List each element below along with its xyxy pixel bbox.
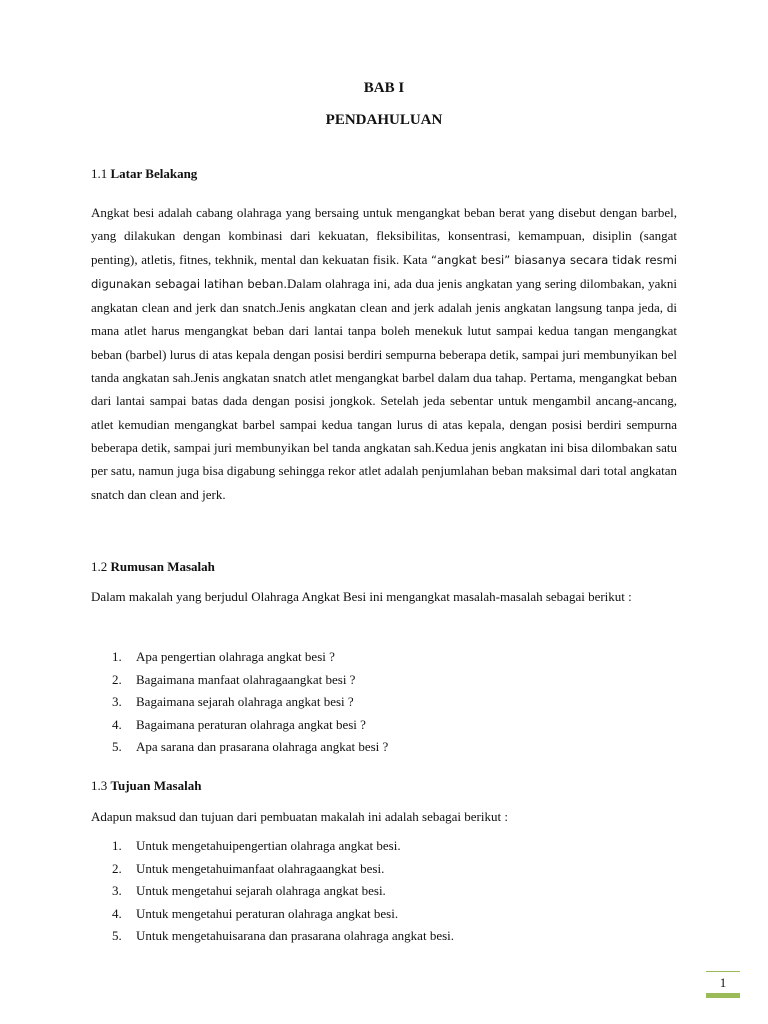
section-number: 1.2 xyxy=(91,559,108,574)
paragraph-part-c: Dalam olahraga ini, ada dua jenis angkatan yang sering dilombakan, yakni angkatan clean and jerk dan snatch.Jenis angkatan clean and jerk adalah jenis angkatan langsung tanpa jeda, di mana atlet harus mengangkat beban dari lantai tanpa boleh menekuk lutut sampai kedua tangan mengangkat beban (barbel) lurus di atas kepala dengan posisi berdiri sempurna beberapa detik, sampai juri membunyikan bel tanda angkatan sah.Jenis angkatan snatch atlet mengangkat barbel dalam dua tahap. Pertama, mengangkat beban dari lantai sampai batas dada dengan posisi jongkok. Setelah jeda sebentar untuk mengambil ancang-ancang, atlet kemudian mengangkat barbel sampai kedua tangan lurus di atas kepala, dengan posisi berdiri sempurna beberapa detik, sampai juri membunyikan bel tanda angkatan sah.Kedua jenis angkatan ini bisa dilombakan satu per satu, namun juga bisa digabung sehingga rekor atlet adalah penjumlahan beban maksimal dari total angkatan snatch dan clean and jerk. xyxy=(91,275,677,502)
list-item: 5. Untuk mengetahuisarana dan prasarana olahraga angkat besi. xyxy=(112,928,455,944)
section-heading-latar-belakang xyxy=(91,166,197,182)
page-number-bar xyxy=(706,993,740,998)
section-number: 1.3 xyxy=(91,778,108,793)
page-title: PENDAHULUAN xyxy=(325,112,443,128)
rumusan-list xyxy=(112,646,388,759)
paragraph-part-a: Angkat besi adalah cabang olahraga yang bersaing untuk mengangkat beban berat yang disebut dengan barbel, yang dilakukan dengan kombinasi dari kekuatan, fleksibilitas, konsentrasi, kemampuan, disiplin (sangat penting), atletis, fitnes, tekhnik, mental dan kekuatan fisik. Kata xyxy=(91,205,677,267)
tujuan-intro: Adapun maksud dan tujuan dari pembuatan makalah ini adalah sebagai berikut : xyxy=(91,809,508,824)
list-item: 4. Untuk mengetahui peraturan olahraga angkat besi. xyxy=(112,905,399,921)
section-title: Tujuan Masalah xyxy=(110,778,202,793)
list-item: 5. Apa sarana dan prasarana olahraga angkat besi ? xyxy=(112,739,389,755)
list-item: 3. Bagaimana sejarah olahraga angkat besi ? xyxy=(112,694,354,710)
section-heading-rumusan-masalah xyxy=(91,559,215,575)
section-number: 1.1 xyxy=(91,166,108,181)
chapter-label: BAB I xyxy=(363,80,405,96)
section-title: Rumusan Masalah xyxy=(110,559,215,574)
list-item: 2. Untuk mengetahuimanfaat olahragaangkat besi. xyxy=(112,860,385,876)
list-item: 2. Bagaimana manfaat olahragaangkat besi ? xyxy=(112,671,356,687)
page-number-rule xyxy=(706,971,740,972)
tujuan-list xyxy=(112,835,454,948)
page-number: 1 xyxy=(719,975,727,990)
section-title: Latar Belakang xyxy=(110,166,198,181)
rumusan-intro: Dalam makalah yang berjudul Olahraga Angkat Besi ini mengangkat masalah-masalah sebagai berikut : xyxy=(91,589,632,604)
paragraph-part-b: “angkat besi” biasanya secara tidak resmi digunakan sebagai latihan beban. xyxy=(91,252,677,291)
list-item: 1. Untuk mengetahuipengertian olahraga angkat besi. xyxy=(112,838,401,853)
list-item: 3. Untuk mengetahui sejarah olahraga angkat besi. xyxy=(112,883,386,899)
list-item: 1. Apa pengertian olahraga angkat besi ? xyxy=(112,649,335,664)
latar-belakang-paragraph xyxy=(91,201,677,506)
section-heading-tujuan-masalah xyxy=(91,778,201,794)
list-item: 4. Bagaimana peraturan olahraga angkat besi ? xyxy=(112,716,366,732)
